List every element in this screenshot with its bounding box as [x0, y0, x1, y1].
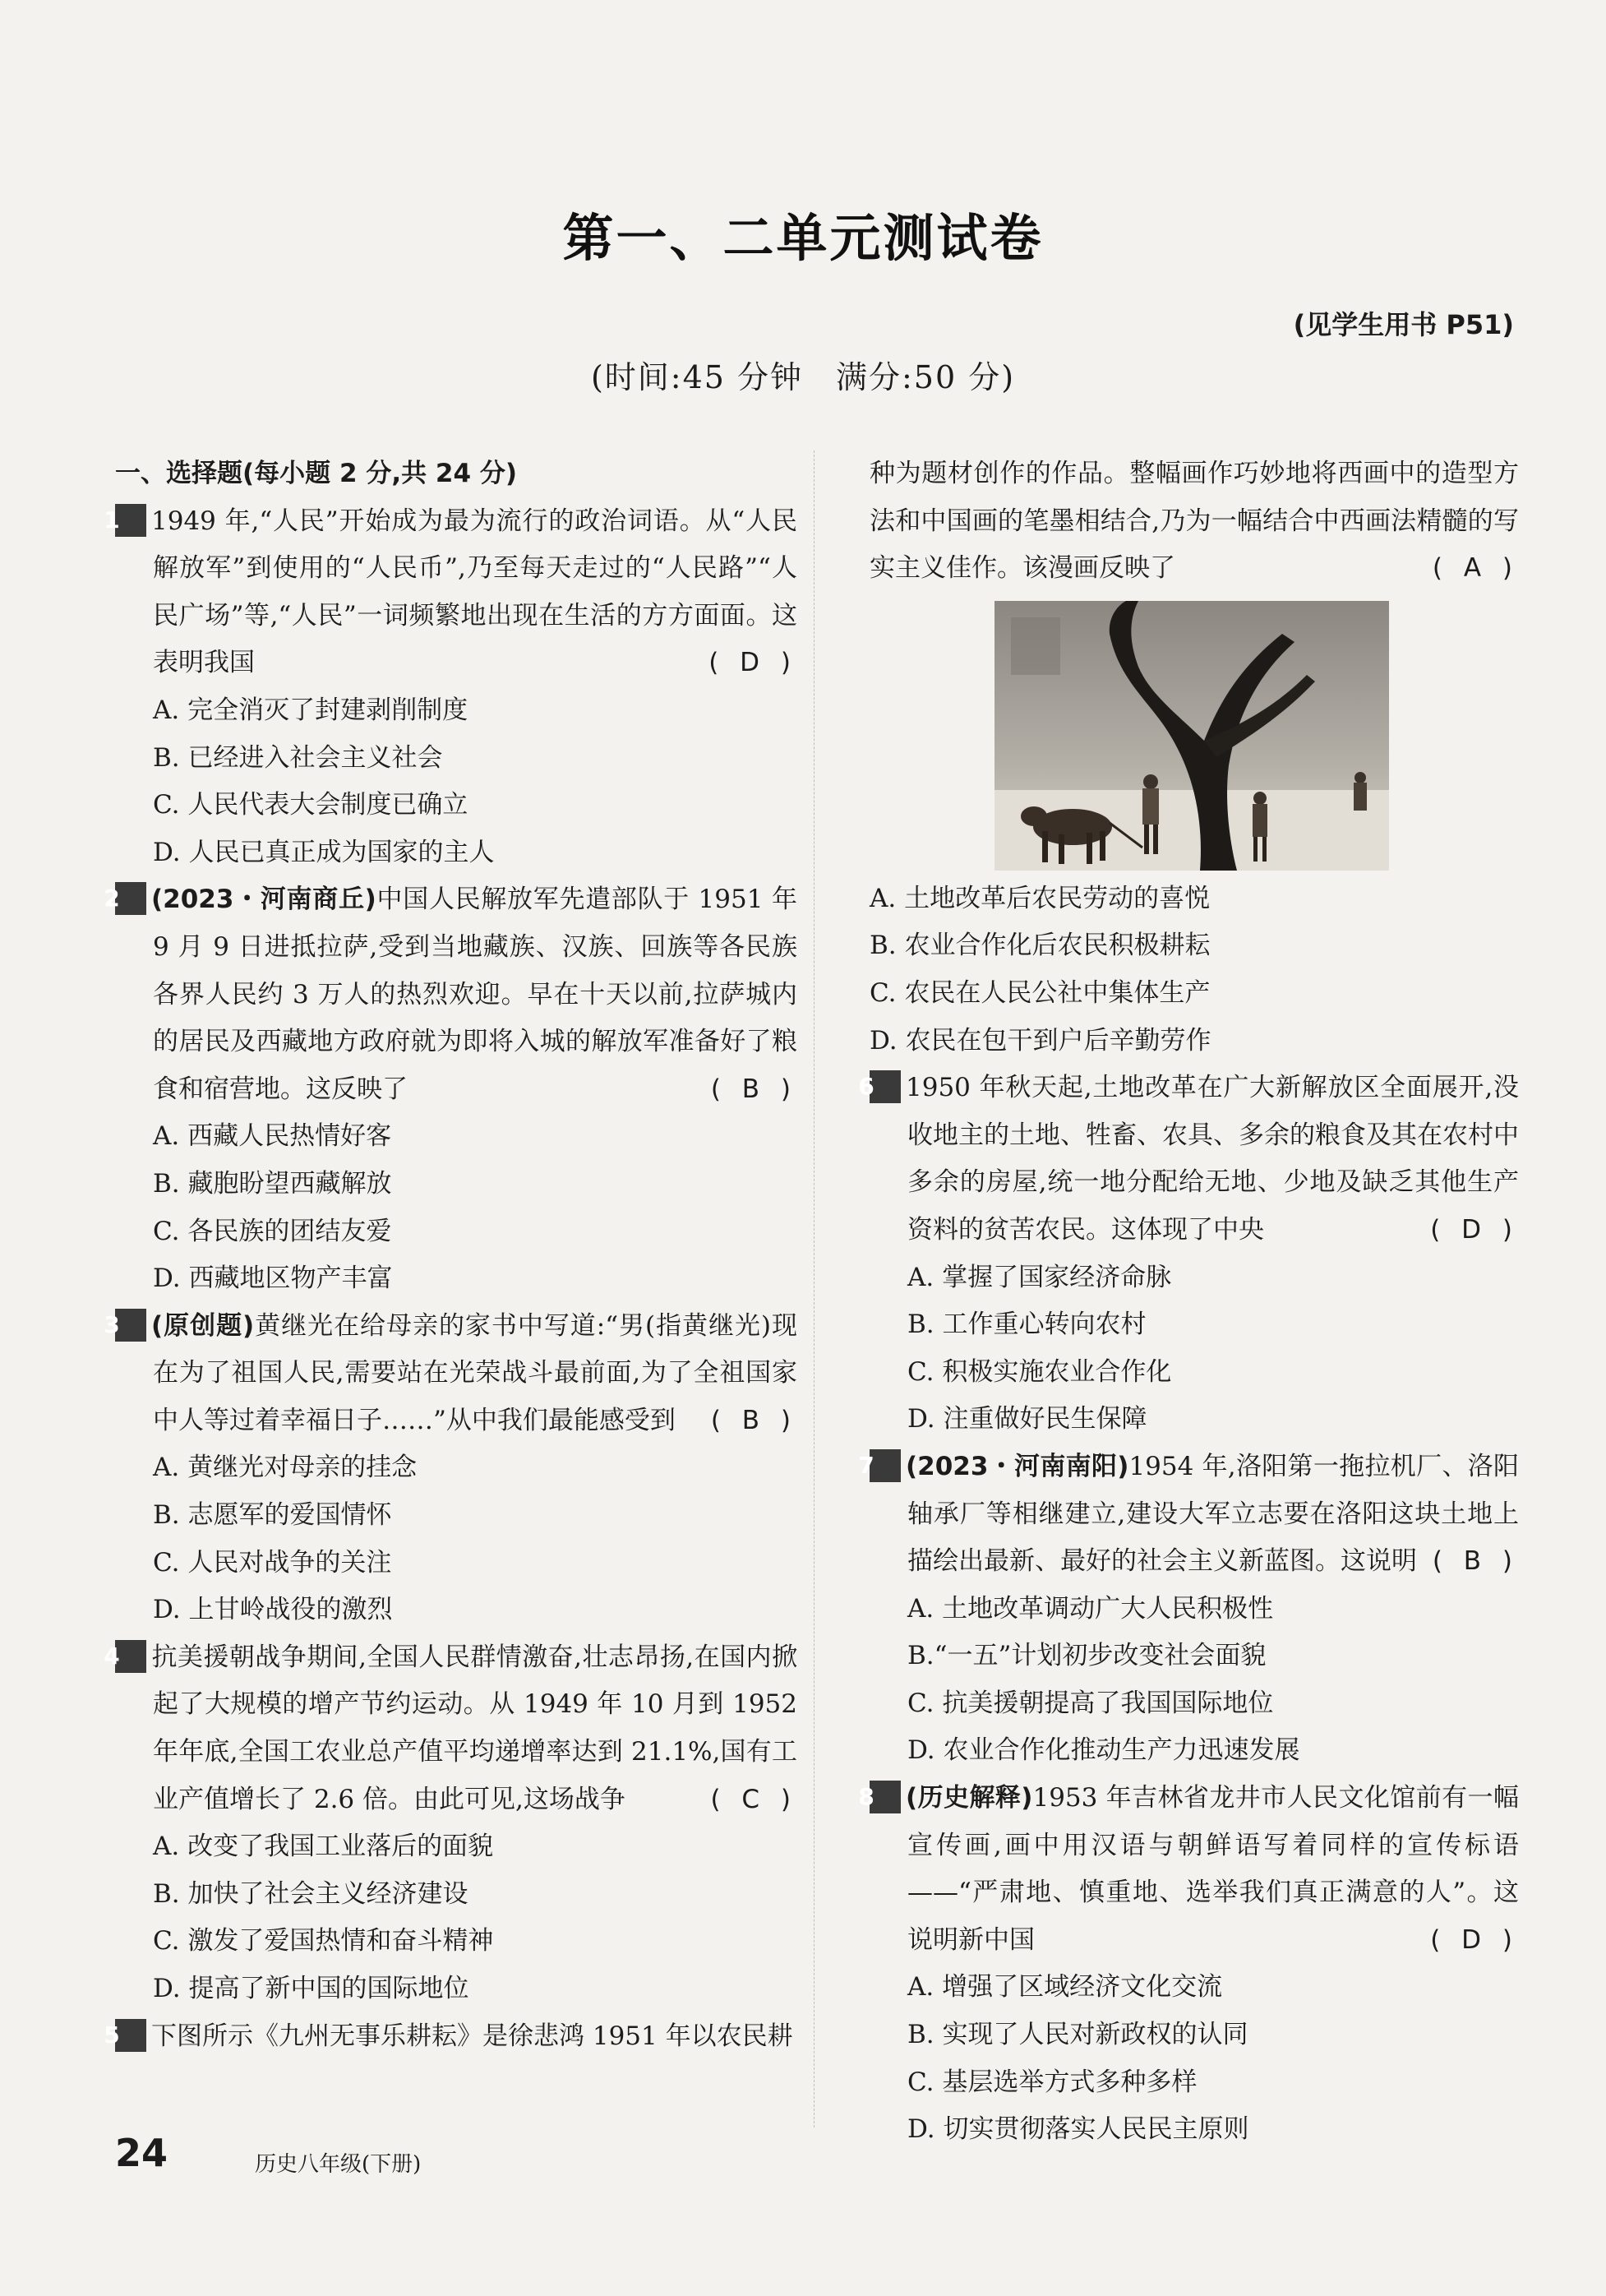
question-5-start: [104, 2013, 797, 2061]
right-column: [858, 450, 1519, 2154]
option: B. 志愿军的爱国情怀: [153, 1500, 392, 1531]
option: B. 实现了人民对新政权的认同: [907, 2020, 1248, 2050]
question-number: 4: [115, 1640, 146, 1673]
question-number: 3: [115, 1309, 146, 1342]
option: C. 积极实施农业合作化: [907, 1356, 1172, 1387]
option: A. 完全消灭了封建剥削制度: [153, 695, 468, 725]
option: B. 藏胞盼望西藏解放: [153, 1168, 392, 1199]
answer: ( C ): [710, 1784, 797, 1814]
section-heading: 一、选择题(每小题 2 分,共 24 分): [115, 459, 517, 488]
painting-illustration: [995, 601, 1389, 871]
answer: ( D ): [1430, 1214, 1519, 1245]
question-number: 1: [115, 504, 146, 537]
option: D. 农业合作化推动生产力迅速发展: [907, 1735, 1300, 1766]
question-4: [104, 1634, 797, 2013]
option: C. 基层选举方式多种多样: [907, 2067, 1198, 2097]
option: A. 改变了我国工业落后的面貌: [153, 1832, 494, 1862]
question-source-tag: (2023・河南南阳): [906, 1451, 1129, 1481]
book-title: 历史八年级(下册): [255, 2152, 422, 2177]
answer: ( B ): [1432, 1546, 1519, 1577]
option: B. 已经进入社会主义社会: [153, 742, 443, 773]
option: D. 农民在包干到户后辛勤劳作: [870, 1025, 1211, 1056]
answer: ( B ): [710, 1405, 797, 1435]
option: B. 加快了社会主义经济建设: [153, 1878, 468, 1909]
answer: ( D ): [1430, 1924, 1519, 1955]
question-3: [104, 1303, 797, 1634]
question-2: [104, 876, 797, 1302]
option: D. 切实贯彻落实人民民主原则: [907, 2114, 1249, 2145]
option: B. 工作重心转向农村: [907, 1310, 1147, 1340]
option: C. 各民族的团结友爱: [153, 1216, 392, 1246]
answer: ( A ): [1432, 553, 1519, 584]
page-title: 第一、二单元测试卷: [562, 208, 1044, 268]
page-number: 24: [115, 2131, 168, 2175]
question-7: [858, 1444, 1519, 1775]
option: D. 提高了新中国的国际地位: [153, 1974, 469, 2003]
question-text: 1954 年,洛阳第一拖拉机厂、洛阳轴承厂等相继建立,建设大军立志要在洛阳这块土地上描绘出最新、最好的社会主义新蓝图。这说明: [907, 1451, 1519, 1577]
question-number: 5: [115, 2019, 146, 2052]
question-number: 7: [870, 1449, 901, 1482]
option: D. 上甘岭战役的激烈: [153, 1595, 393, 1625]
option: C. 抗美援朝提高了我国国际地位: [907, 1688, 1274, 1718]
question-text: 黄继光在给母亲的家书中写道:“男(指黄继光)现在为了祖国人民,需要站在光荣战斗最前面,为了全祖国家中人等过着幸福日子……”从中我们最能感受到: [153, 1310, 797, 1435]
option: D. 注重做好民生保障: [907, 1404, 1147, 1434]
question-source-tag: (历史解释): [906, 1783, 1033, 1813]
question-number: 8: [870, 1781, 901, 1813]
column-divider: [814, 450, 815, 2127]
option: A. 增强了区域经济文化交流: [907, 1972, 1223, 2003]
question-text: 1950 年秋天起,土地改革在广大新解放区全面展开,没收地主的土地、牲畜、农具、多余的粮食及其在农村中多余的房屋,统一地分配给无地、少地及缺乏其他生产资料的贫苦农民。这体现了中央: [906, 1073, 1519, 1245]
question-6: [858, 1065, 1519, 1444]
option: C. 人民对战争的关注: [153, 1547, 392, 1578]
question-source-tag: (2023・河南商丘): [151, 885, 376, 915]
question-1: [104, 498, 797, 877]
option: D. 西藏地区物产丰富: [153, 1263, 393, 1294]
source-reference: (见学生用书 P51): [1293, 309, 1514, 340]
option: A. 黄继光对母亲的挂念: [153, 1453, 418, 1483]
option: A. 掌握了国家经济命脉: [907, 1262, 1172, 1292]
question-5-continued: [870, 450, 1519, 1065]
option: A. 土地改革后农民劳动的喜悦: [870, 883, 1211, 913]
question-number: 6: [870, 1070, 901, 1103]
question-text: 中国人民解放军先遣部队于 1951 年 9 月 9 日进抵拉萨,受到当地藏族、汉族、回族等各民族各界人民约 3 万人的热烈欢迎。早在十天以前,拉萨城内的居民及西藏地方政府就为即将入城的解放军准备好了粮食和宿营地。这反映了: [153, 885, 797, 1104]
left-column: [104, 450, 797, 2060]
option: A. 土地改革调动广大人民积极性: [907, 1593, 1274, 1624]
option: C. 农民在人民公社中集体生产: [870, 977, 1211, 1008]
time-info: (时间:45 分钟 满分:50 分): [590, 359, 1016, 395]
question-text: 1949 年,“人民”开始成为最为流行的政治词语。从“人民解放军”到使用的“人民币”,乃至每天走过的“人民路”“人民广场”等,“人民”一词频繁地出现在生活的方方面面。这表明我国: [151, 506, 797, 678]
option: B.“一五”计划初步改变社会面貌: [907, 1641, 1267, 1671]
question-8: [858, 1775, 1519, 2154]
question-text: 下图所示《九州无事乐耕耘》是徐悲鸿 1951 年以农民耕: [151, 2021, 793, 2051]
option: D. 人民已真正成为国家的主人: [153, 837, 495, 867]
answer: ( B ): [710, 1074, 797, 1104]
option: A. 西藏人民热情好客: [153, 1121, 392, 1152]
question-source-tag: (原创题): [151, 1310, 255, 1341]
option: C. 激发了爱国热情和奋斗精神: [153, 1926, 494, 1956]
option: C. 人民代表大会制度已确立: [153, 790, 468, 820]
question-text: 抗美援朝战争期间,全国人民群情激奋,壮志昂扬,在国内掀起了大规模的增产节约运动。从 1949 年 10 月到 1952 年年底,全国工农业总产值平均递增率达到 21.1%,国有工业产值增长了 2.6 倍。由此可见,这场战争: [151, 1642, 797, 1814]
option: B. 农业合作化后农民积极耕耘: [870, 931, 1211, 961]
painting-image: [995, 601, 1389, 871]
question-text: 种为题材创作的作品。整幅画作巧妙地将西画中的造型方法和中国画的笔墨相结合,乃为一幅结合中西画法精髓的写实主义佳作。该漫画反映了: [870, 459, 1519, 584]
answer: ( D ): [708, 648, 797, 678]
question-text: 1953 年吉林省龙井市人民文化馆前有一幅宣传画,画中用汉语与朝鲜语写着同样的宣传标语——“严肃地、慎重地、选举我们真正满意的人”。这说明新中国: [907, 1783, 1519, 1955]
question-number: 2: [115, 882, 146, 915]
